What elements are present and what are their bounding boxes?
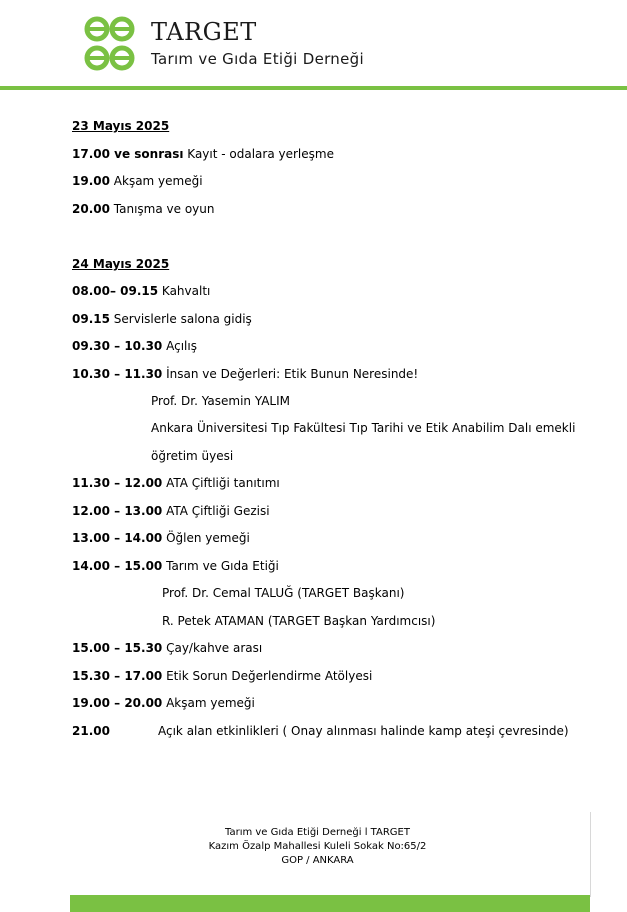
footer-line: Kazım Özalp Mahallesi Kuleli Sokak No:65/2 <box>208 841 427 852</box>
schedule-item <box>72 146 334 162</box>
item-time: 11.30 – 12.00 <box>72 476 163 490</box>
item-time: 19.00 – 20.00 <box>72 696 163 710</box>
footer-line: Tarım ve Gıda Etiği Derneği l TARGET <box>225 827 410 838</box>
speaker-line: R. Petek ATAMAN (TARGET Başkan Yardımcısı) <box>162 614 436 628</box>
item-text: Akşam yemeği <box>109 174 203 188</box>
schedule-item <box>72 173 203 189</box>
schedule-item <box>72 530 250 546</box>
item-text: Servislerle salona gidiş <box>109 312 252 326</box>
schedule-item <box>72 668 372 684</box>
item-time: 15.30 – 17.00 <box>72 669 163 683</box>
schedule-item <box>72 695 255 711</box>
item-text: Çay/kahve arası <box>162 641 263 655</box>
day1-date: 23 Mayıs 2025 <box>72 119 170 133</box>
item-text: ATA Çiftliği Gezisi <box>162 504 270 518</box>
item-text: İnsan ve Değerleri: Etik Bunun Neresinde! <box>162 367 419 381</box>
org-name: TARGET <box>151 18 257 46</box>
schedule-item <box>72 366 418 382</box>
letterhead <box>0 0 627 92</box>
item-text: Tanışma ve oyun <box>109 202 215 216</box>
schedule-item <box>72 558 279 574</box>
item-time: 19.00 <box>72 174 110 188</box>
schedule-item <box>72 201 214 217</box>
speaker-line: Prof. Dr. Cemal TALUĞ (TARGET Başkanı) <box>162 586 405 600</box>
speaker-affiliation-cont: öğretim üyesi <box>151 449 234 463</box>
item-text: Etik Sorun Değerlendirme Atölyesi <box>162 669 373 683</box>
item-time: 14.00 – 15.00 <box>72 559 163 573</box>
item-text: Öğlen yemeği <box>162 531 250 545</box>
org-subtitle: Tarım ve Gıda Etiği Derneği <box>151 50 364 68</box>
speaker-name: Prof. Dr. Yasemin YALIM <box>151 394 291 408</box>
footer-address <box>0 826 627 868</box>
item-time: 17.00 ve sonrası <box>72 147 184 161</box>
schedule-item <box>72 475 280 491</box>
item-time: 21.00 <box>72 724 110 738</box>
schedule-item <box>72 311 252 327</box>
item-text: Açık alan etkinlikleri ( Onay alınması halinde kamp ateşi çevresinde) <box>158 724 569 738</box>
item-text: Tarım ve Gıda Etiği <box>162 559 279 573</box>
item-text: Kayıt - odalara yerleşme <box>183 147 334 161</box>
speaker-affiliation: Ankara Üniversitesi Tıp Fakültesi Tıp Tarihi ve Etik Anabilim Dalı emekli <box>151 421 576 435</box>
schedule-item <box>72 503 270 519</box>
item-time: 10.30 – 11.30 <box>72 367 163 381</box>
item-text: Kahvaltı <box>158 284 211 298</box>
footer-bar <box>70 895 590 912</box>
schedule-item <box>72 283 210 299</box>
item-time: 13.00 – 14.00 <box>72 531 163 545</box>
item-time: 08.00– 09.15 <box>72 284 159 298</box>
item-time: 12.00 – 13.00 <box>72 504 163 518</box>
item-text: ATA Çiftliği tanıtımı <box>162 476 280 490</box>
item-time: 09.15 <box>72 312 110 326</box>
item-text: Açılış <box>162 339 197 353</box>
item-time: 20.00 <box>72 202 110 216</box>
schedule-item <box>72 723 569 739</box>
item-time: 09.30 – 10.30 <box>72 339 163 353</box>
target-logo-icon <box>84 14 136 74</box>
item-text: Akşam yemeği <box>162 696 255 710</box>
schedule-item <box>72 640 262 656</box>
day2-date: 24 Mayıs 2025 <box>72 257 170 271</box>
header-divider <box>0 86 627 90</box>
item-time: 15.00 – 15.30 <box>72 641 163 655</box>
footer-line: GOP / ANKARA <box>281 855 354 866</box>
schedule-item <box>72 338 197 354</box>
